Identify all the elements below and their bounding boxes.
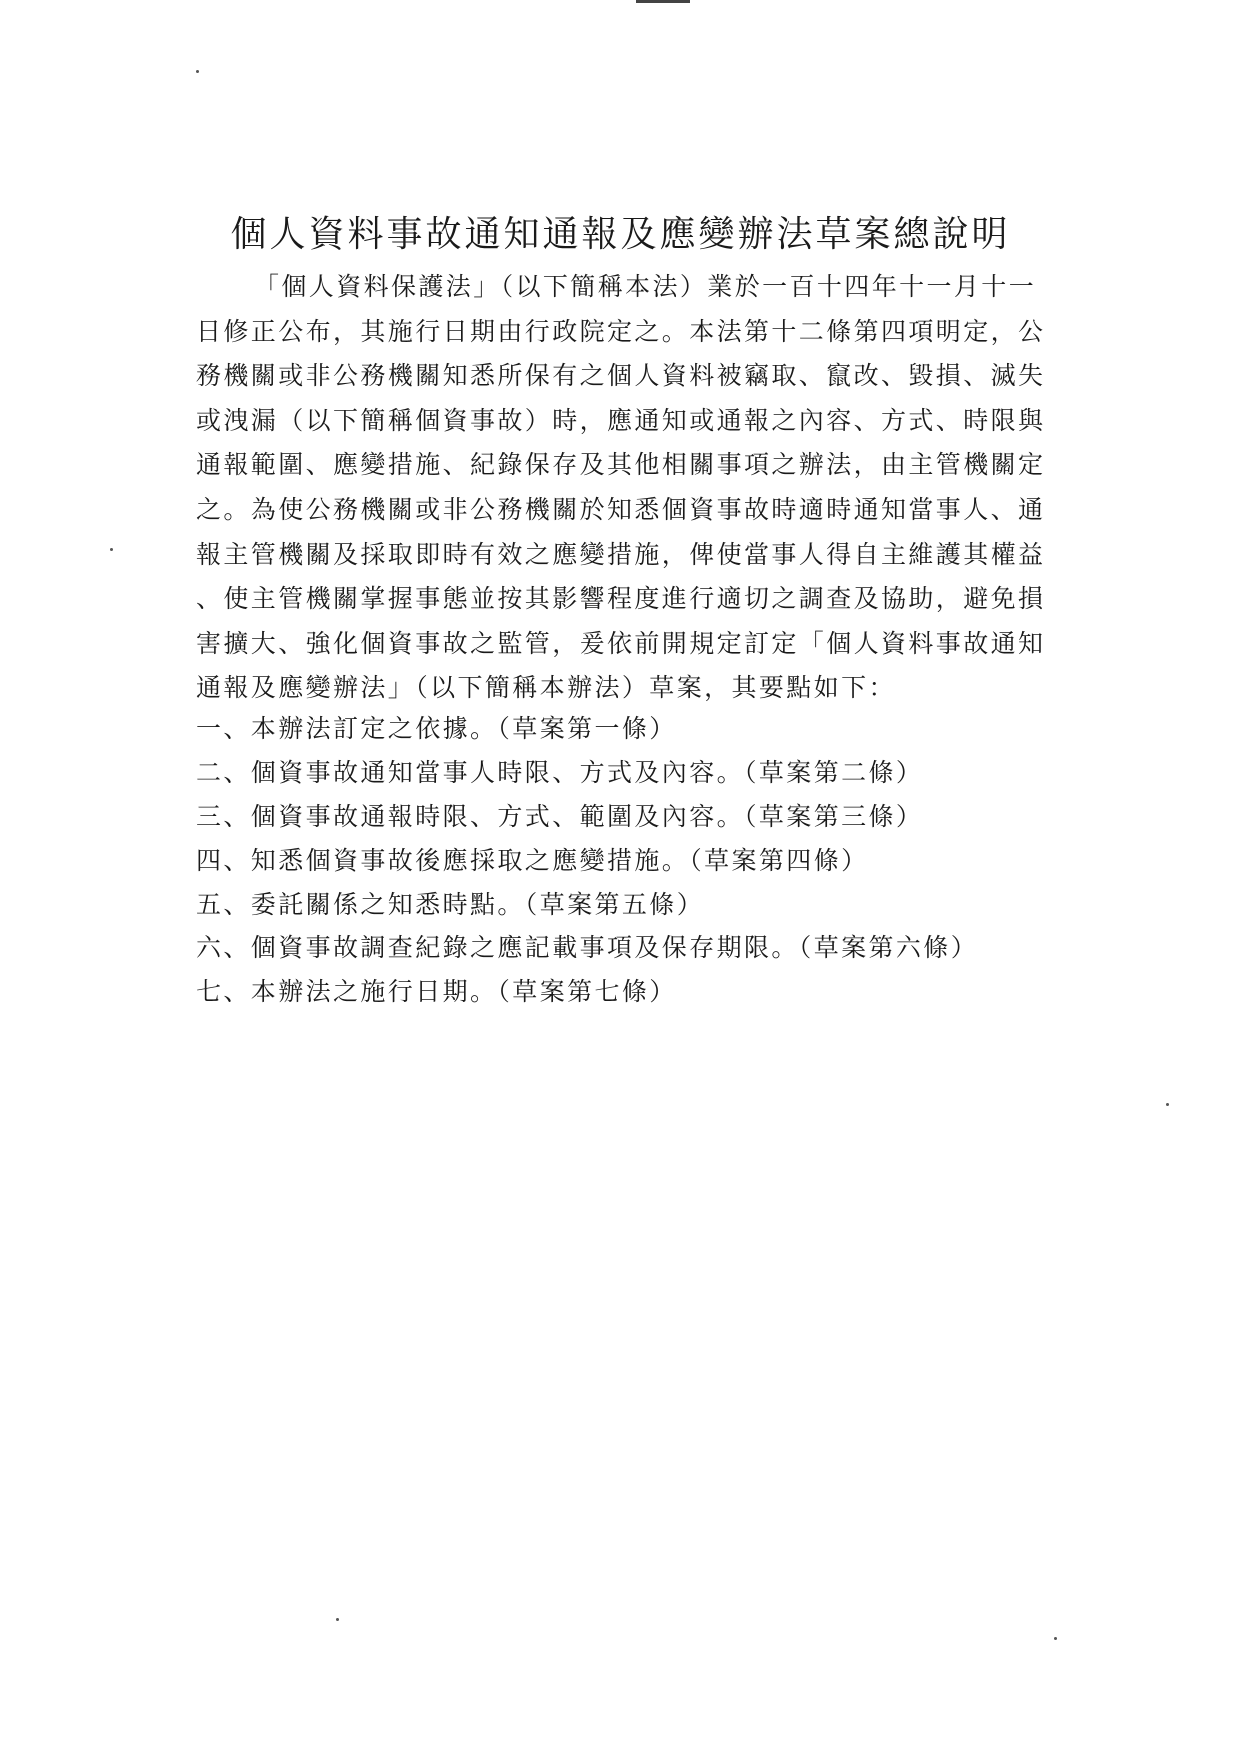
paragraph-line: 日修正公布，其施行日期由行政院定之。本法第十二條第四項明定，公 (196, 316, 1046, 346)
paragraph-line: 務機關或非公務機關知悉所保有之個人資料被竊取、竄改、毀損、滅失 (196, 361, 1046, 391)
list-item: 三、個資事故通報時限、方式、範圍及內容。（草案第三條） (196, 801, 924, 831)
list-item: 二、個資事故通知當事人時限、方式及內容。（草案第二條） (196, 757, 924, 787)
list-item: 六、個資事故調查紀錄之應記載事項及保存期限。（草案第六條） (196, 933, 979, 963)
paragraph-line: 害擴大、強化個資事故之監管，爰依前開規定訂定「個人資料事故通知 (196, 628, 1046, 658)
key-points-list (196, 707, 1076, 1014)
paragraph-line: 之。為使公務機關或非公務機關於知悉個資事故時適時通知當事人、通 (196, 494, 1046, 524)
scan-edge-mark (636, 0, 690, 3)
paragraph-line: 通報範圍、應變措施、紀錄保存及其他相關事項之辦法，由主管機關定 (196, 450, 1046, 480)
explanation-paragraph (196, 265, 1066, 711)
scan-speck (1054, 1637, 1057, 1640)
list-item: 一、本辦法訂定之依據。（草案第一條） (196, 714, 677, 743)
scan-speck (1166, 1103, 1169, 1106)
document-title: 個人資料事故通知通報及應變辦法草案總說明 (230, 214, 1011, 255)
list-item: 四、知悉個資事故後應採取之應變措施。（草案第四條） (196, 845, 869, 875)
paragraph-line: 或洩漏（以下簡稱個資事故）時，應通知或通報之內容、方式、時限與 (196, 405, 1046, 435)
list-item: 五、委託關係之知悉時點。（草案第五條） (196, 889, 705, 919)
list-item: 七、本辦法之施行日期。（草案第七條） (196, 977, 677, 1007)
scan-speck (196, 70, 199, 73)
scan-speck (110, 548, 113, 551)
paragraph-line: 通報及應變辦法」（以下簡稱本辦法）草案，其要點如下： (196, 673, 896, 703)
paragraph-line: 「個人資料保護法」（以下簡稱本法）業於一百十四年十一月十一 (254, 272, 1037, 301)
scan-speck (336, 1618, 339, 1621)
paragraph-line: 、使主管機關掌握事態並按其影響程度進行適切之調查及協助，避免損 (196, 584, 1046, 614)
paragraph-line: 報主管機關及採取即時有效之應變措施，俾使當事人得自主維護其權益 (196, 539, 1046, 569)
